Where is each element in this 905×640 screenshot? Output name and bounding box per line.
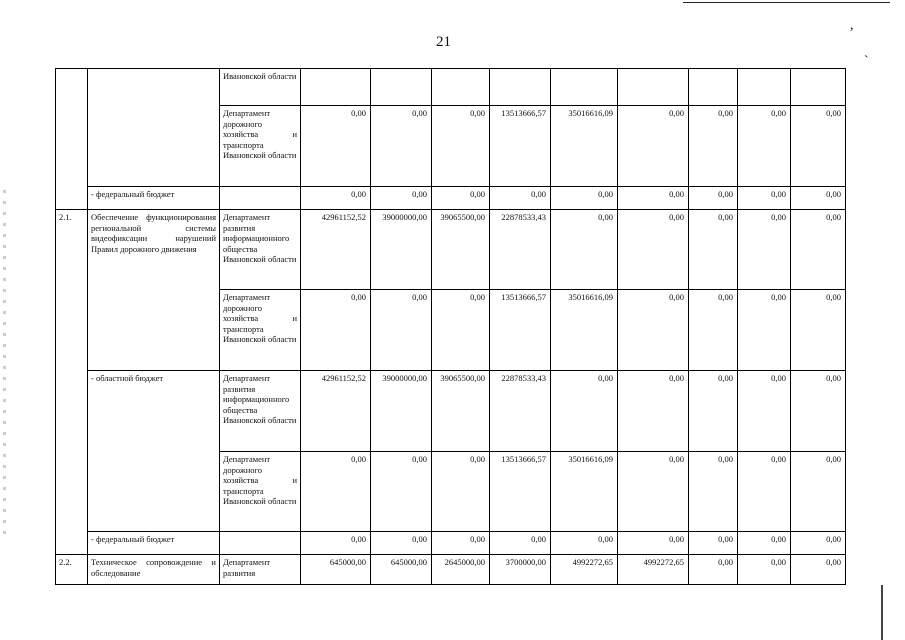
value-cell: 0,00 (791, 290, 846, 371)
value-cell: 0,00 (738, 187, 791, 210)
value-cell: 0,00 (301, 187, 371, 210)
value-cell: 13513666,57 (490, 106, 551, 187)
value-cell: 0,00 (689, 187, 738, 210)
value-cell: 645000,00 (371, 555, 432, 585)
value-cell: 0,00 (432, 187, 490, 210)
item-name-cell: Обеспечение функционирования региональной системы видеофиксации нарушений Правил дорожного движения (88, 210, 220, 371)
value-cell: 0,00 (301, 106, 371, 187)
value-cell: 0,00 (791, 532, 846, 555)
table-row (56, 532, 846, 555)
value-cell: 0,00 (738, 452, 791, 532)
department-cell: Департамент развития (220, 555, 301, 585)
value-cell: 0,00 (432, 106, 490, 187)
value-cell: 0,00 (689, 210, 738, 290)
value-cell: 0,00 (738, 290, 791, 371)
value-cell: 39065500,00 (432, 210, 490, 290)
value-cell: 22878533,43 (490, 210, 551, 290)
item-name-cell (88, 69, 220, 187)
value-cell (738, 69, 791, 106)
value-cell: 39000000,00 (371, 371, 432, 452)
value-cell (618, 69, 689, 106)
item-name-cell: - федеральный бюджет (88, 532, 220, 555)
corner-mark: , (850, 18, 854, 33)
value-cell (551, 69, 618, 106)
value-cell: 0,00 (301, 452, 371, 532)
value-cell: 0,00 (432, 452, 490, 532)
value-cell: 39000000,00 (371, 210, 432, 290)
value-cell: 0,00 (738, 555, 791, 585)
value-cell: 0,00 (551, 187, 618, 210)
value-cell: 0,00 (618, 371, 689, 452)
value-cell: 4992272,65 (618, 555, 689, 585)
department-cell (220, 532, 301, 555)
scan-edge-artifact (881, 585, 883, 640)
table-row (56, 555, 846, 585)
department-cell: Департамент развития информационного общества Ивановской области (220, 210, 301, 290)
value-cell: 0,00 (551, 532, 618, 555)
value-cell: 0,00 (618, 532, 689, 555)
value-cell: 0,00 (371, 187, 432, 210)
value-cell: 0,00 (738, 371, 791, 452)
value-cell: 42961152,52 (301, 371, 371, 452)
value-cell: 0,00 (791, 187, 846, 210)
table-row (56, 69, 846, 106)
value-cell: 0,00 (301, 290, 371, 371)
value-cell: 0,00 (432, 290, 490, 371)
value-cell (689, 69, 738, 106)
value-cell: 0,00 (371, 532, 432, 555)
table-row (56, 371, 846, 452)
department-cell: Ивановской области (220, 69, 301, 106)
value-cell (490, 69, 551, 106)
value-cell (432, 69, 490, 106)
value-cell: 0,00 (490, 187, 551, 210)
value-cell: 0,00 (551, 210, 618, 290)
department-cell: Департамент дорожного хозяйства и транспорта Ивановской области (220, 452, 301, 532)
budget-table (55, 68, 846, 585)
table-row (56, 187, 846, 210)
scan-edge-artifact (3, 190, 6, 540)
department-cell (220, 187, 301, 210)
value-cell (791, 69, 846, 106)
value-cell: 2645000,00 (432, 555, 490, 585)
value-cell: 0,00 (618, 187, 689, 210)
value-cell: 0,00 (689, 532, 738, 555)
value-cell: 0,00 (791, 210, 846, 290)
value-cell: 13513666,57 (490, 452, 551, 532)
value-cell: 35016616,09 (551, 106, 618, 187)
value-cell: 0,00 (490, 532, 551, 555)
item-number-cell: 2.1. (56, 210, 88, 555)
value-cell: 0,00 (689, 106, 738, 187)
item-name-cell: - федеральный бюджет (88, 187, 220, 210)
value-cell (371, 69, 432, 106)
value-cell: 35016616,09 (551, 290, 618, 371)
value-cell: 35016616,09 (551, 452, 618, 532)
value-cell: 0,00 (689, 452, 738, 532)
value-cell: 0,00 (618, 290, 689, 371)
value-cell: 0,00 (551, 371, 618, 452)
value-cell: 0,00 (618, 210, 689, 290)
value-cell: 42961152,52 (301, 210, 371, 290)
value-cell: 0,00 (689, 371, 738, 452)
value-cell: 3700000,00 (490, 555, 551, 585)
department-cell: Департамент дорожного хозяйства и транспорта Ивановской области (220, 290, 301, 371)
value-cell: 0,00 (371, 452, 432, 532)
department-cell: Департамент дорожного хозяйства и транспорта Ивановской области (220, 106, 301, 187)
value-cell: 0,00 (301, 532, 371, 555)
department-cell: Департамент развития информационного общества Ивановской области (220, 371, 301, 452)
value-cell: 0,00 (618, 106, 689, 187)
item-name-cell: - областной бюджет (88, 371, 220, 532)
value-cell: 0,00 (738, 532, 791, 555)
corner-mark: ` (864, 54, 869, 69)
value-cell: 0,00 (738, 106, 791, 187)
value-cell: 0,00 (371, 290, 432, 371)
item-number-cell (56, 69, 88, 210)
value-cell: 645000,00 (301, 555, 371, 585)
value-cell: 0,00 (791, 555, 846, 585)
value-cell: 0,00 (618, 452, 689, 532)
value-cell: 22878533,43 (490, 371, 551, 452)
value-cell: 0,00 (791, 106, 846, 187)
top-rule (683, 2, 890, 3)
value-cell: 4992272,65 (551, 555, 618, 585)
value-cell: 39065500,00 (432, 371, 490, 452)
page-number: 21 (436, 34, 451, 50)
item-name-cell: Техническое сопровождение и обследование (88, 555, 220, 585)
value-cell: 0,00 (738, 210, 791, 290)
value-cell: 13513666,57 (490, 290, 551, 371)
value-cell: 0,00 (432, 532, 490, 555)
value-cell: 0,00 (689, 290, 738, 371)
value-cell: 0,00 (791, 371, 846, 452)
item-number-cell: 2.2. (56, 555, 88, 585)
value-cell: 0,00 (371, 106, 432, 187)
value-cell: 0,00 (689, 555, 738, 585)
value-cell (301, 69, 371, 106)
table-row (56, 210, 846, 290)
value-cell: 0,00 (791, 452, 846, 532)
